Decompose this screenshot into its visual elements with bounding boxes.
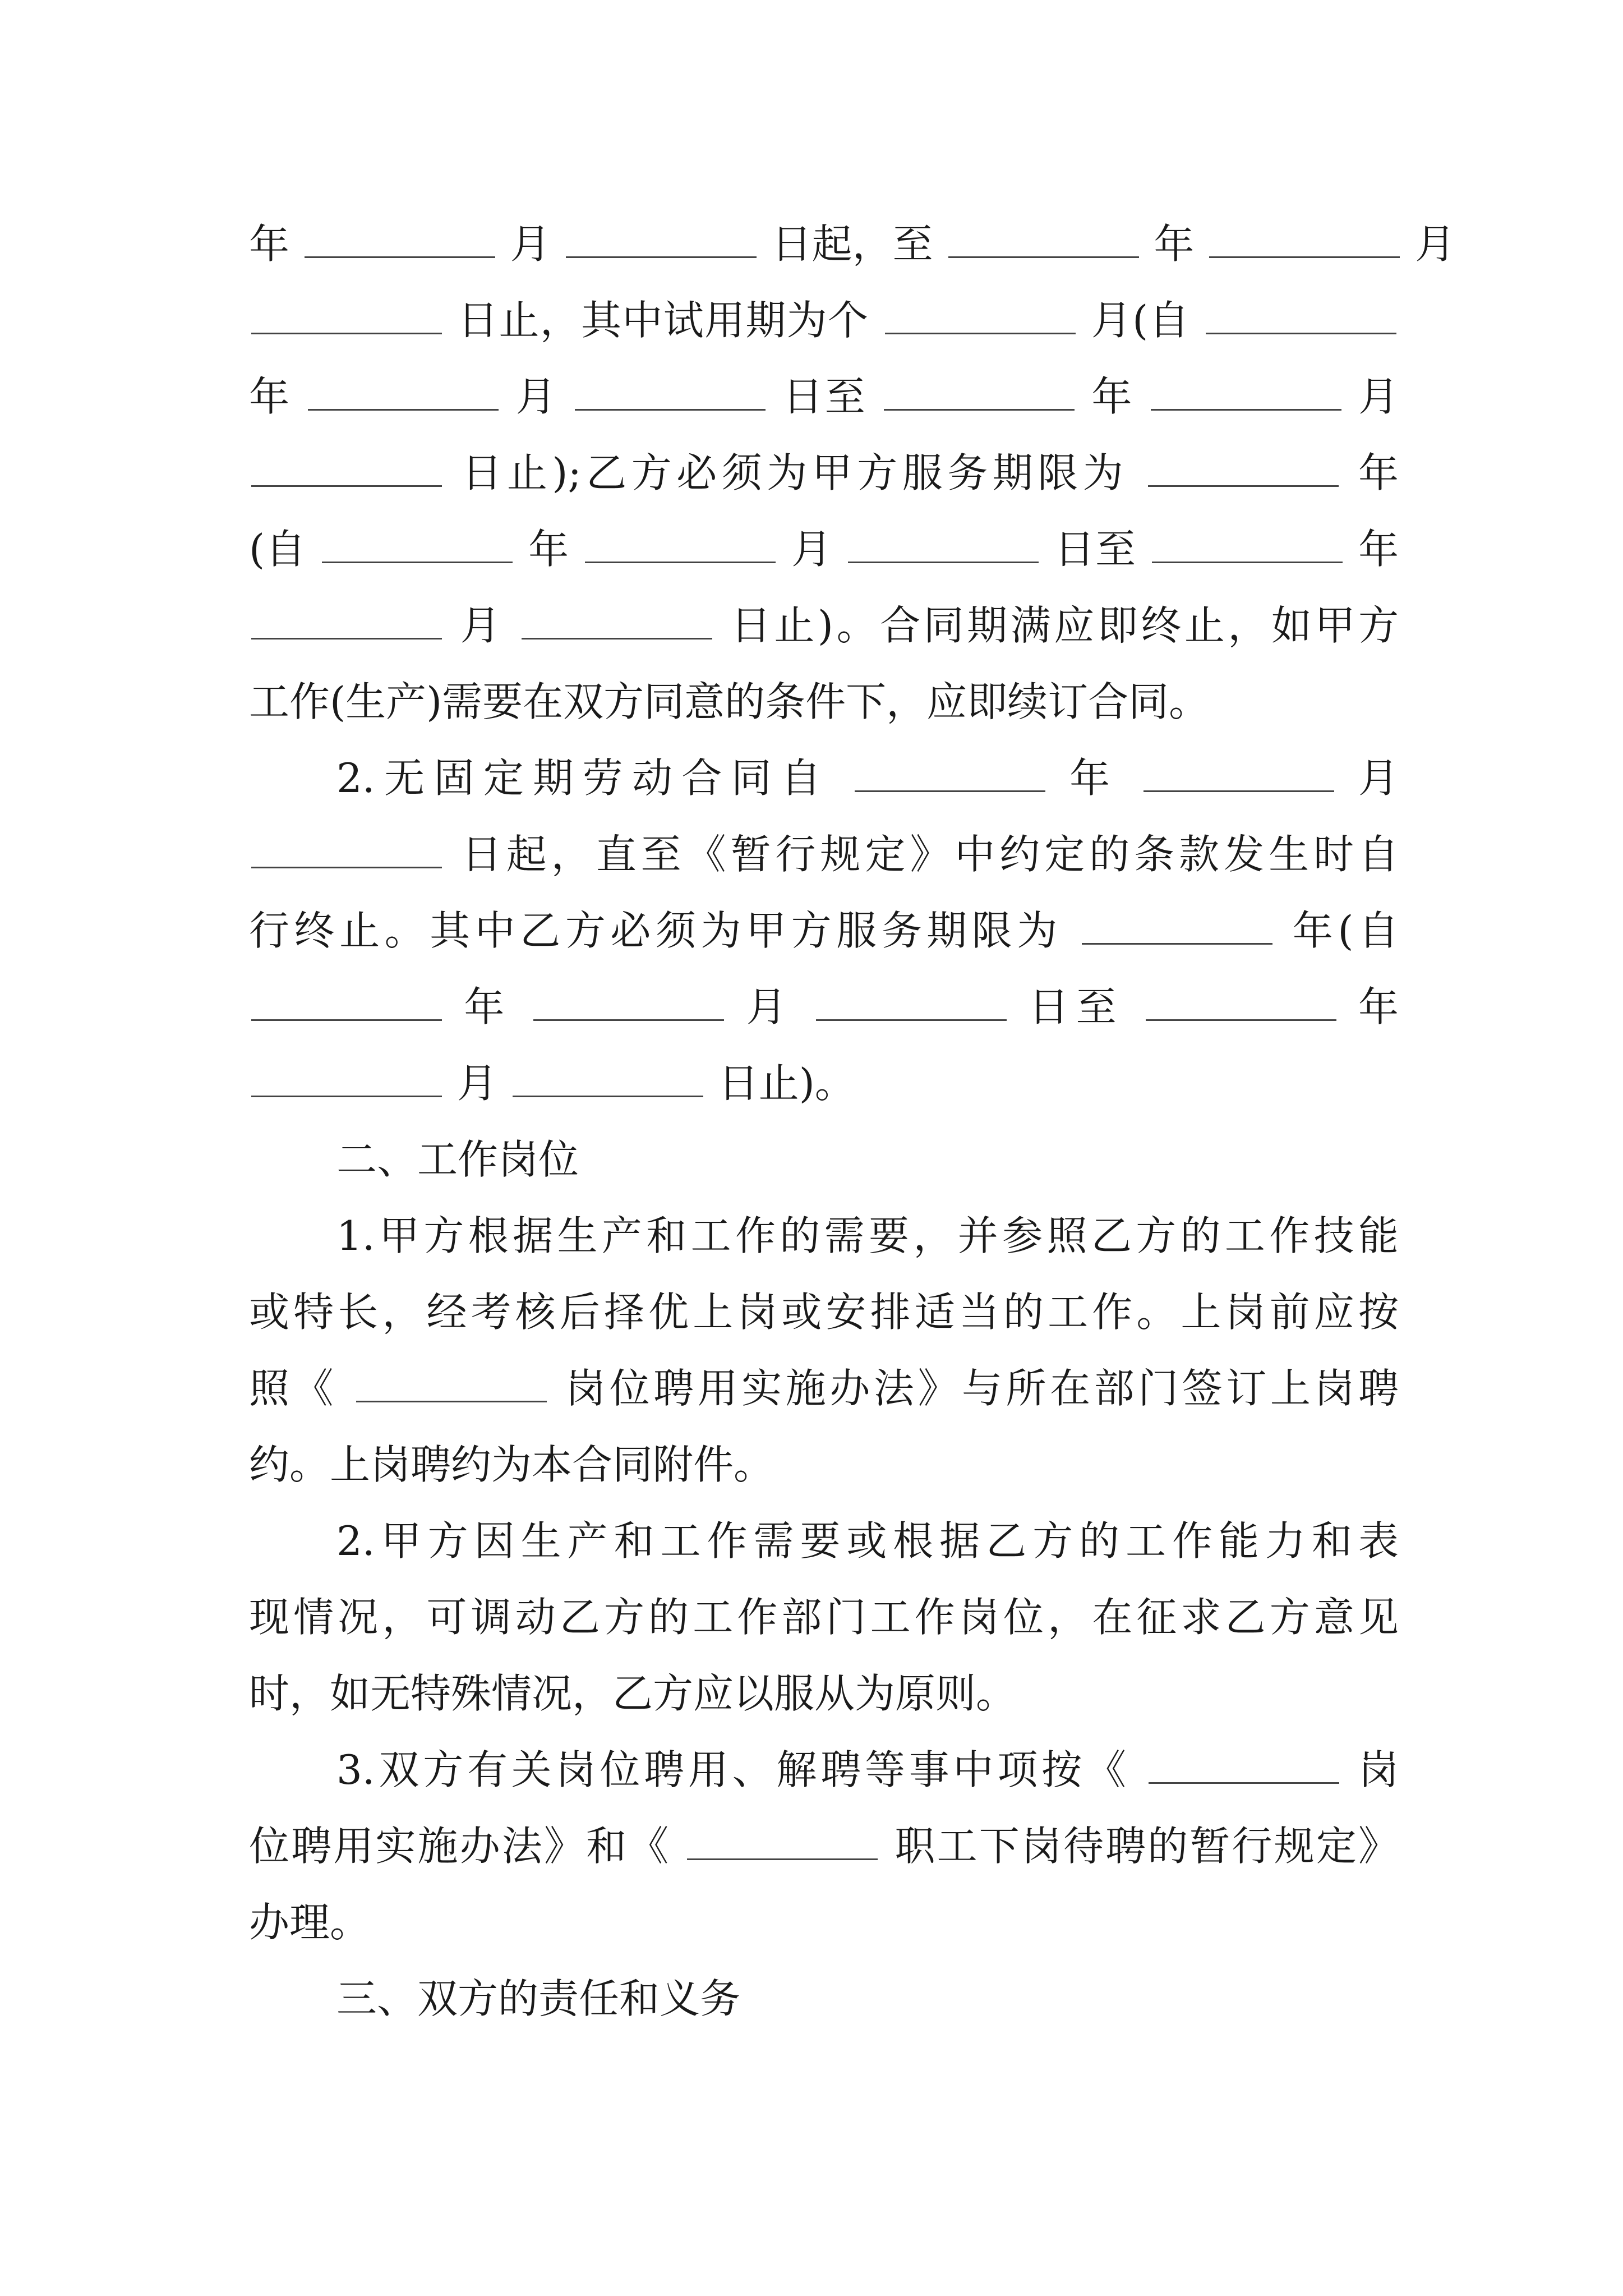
text-run: 职工下岗待聘的暂行规定》 <box>895 1823 1399 1870</box>
fill-in-blank[interactable] <box>305 219 495 258</box>
text-run: 日止，其中试用期为个 <box>458 297 869 344</box>
open-term-line <box>249 970 1399 1043</box>
work-clause-3-line <box>249 1886 1399 1959</box>
fill-in-blank[interactable] <box>522 601 712 639</box>
open-term-line <box>336 742 1399 815</box>
contract-term-line <box>249 360 1399 433</box>
fill-in-blank[interactable] <box>251 982 442 1021</box>
work-clause-1-line <box>336 1199 1399 1272</box>
work-clause-3-line <box>249 1810 1399 1883</box>
text-run: 年 <box>249 373 292 420</box>
text-run: 年 <box>1358 983 1399 1030</box>
text-run: 岗位聘用实施办法》与所在部门签订上岗聘 <box>565 1365 1399 1412</box>
fill-in-blank[interactable] <box>1082 906 1272 945</box>
text-run: 位聘用实施办法》和《 <box>249 1823 671 1870</box>
section-heading-duties: 三、双方的责任和义务 <box>336 1975 741 2022</box>
text-run: 年 <box>1358 449 1399 496</box>
work-clause-1-line <box>249 1352 1399 1425</box>
fill-in-blank[interactable] <box>1144 753 1334 792</box>
text-run: 月 <box>1358 754 1399 802</box>
fill-in-blank[interactable] <box>1206 296 1396 334</box>
work-clause-2-line <box>249 1657 1399 1730</box>
contract-term-line <box>249 665 1399 738</box>
text-run: 3.双方有关岗位聘用、解聘等事中项按《 <box>336 1746 1130 1793</box>
work-clause-2-line <box>336 1504 1399 1577</box>
fill-in-blank[interactable] <box>1209 219 1400 258</box>
text-run: 年 <box>1358 526 1399 573</box>
fill-in-blank[interactable] <box>251 601 442 639</box>
fill-in-blank[interactable] <box>308 372 499 411</box>
text-run: 岗 <box>1358 1746 1399 1793</box>
contract-term-line <box>249 284 1399 357</box>
fill-in-blank[interactable] <box>566 219 757 258</box>
text-run: 或特长，经考核后择优上岗或安排适当的工作。上岗前应按 <box>249 1289 1399 1336</box>
text-run: 年(自 <box>1292 907 1399 954</box>
text-run: 照《 <box>249 1365 338 1412</box>
text-run: 日至 <box>1054 526 1137 573</box>
open-term-line <box>249 894 1399 967</box>
text-run: 时，如无特殊情况，乙方应以服从为原则。 <box>249 1670 1017 1717</box>
text-run: 月(自 <box>1091 297 1190 344</box>
contract-term-line <box>249 513 1399 586</box>
text-run: 年 <box>1091 373 1134 420</box>
fill-in-blank[interactable] <box>1148 448 1339 487</box>
text-run: 约。上岗聘约为本合同附件。 <box>249 1441 774 1488</box>
text-run: 年 <box>1154 220 1195 268</box>
fill-in-blank[interactable] <box>322 524 513 563</box>
text-run: 办理。 <box>249 1899 371 1946</box>
text-run: 行终止。其中乙方必须为甲方服务期限为 <box>249 907 1062 954</box>
fill-in-blank[interactable] <box>585 524 776 563</box>
text-run: (自 <box>249 526 307 573</box>
text-run: 月 <box>515 373 558 420</box>
fill-in-blank[interactable] <box>687 1821 878 1860</box>
work-clause-1-line <box>249 1276 1399 1349</box>
fill-in-blank[interactable] <box>1146 982 1336 1021</box>
text-run: 年 <box>528 526 570 573</box>
text-run: 月 <box>746 983 794 1030</box>
section-heading-work: 二、工作岗位 <box>336 1136 579 1183</box>
text-run: 月 <box>457 1060 497 1107</box>
text-run: 日止)。 <box>718 1060 855 1107</box>
fill-in-blank[interactable] <box>885 296 1076 334</box>
fill-in-blank[interactable] <box>855 753 1045 792</box>
text-run: 年 <box>464 983 511 1030</box>
fill-in-blank[interactable] <box>251 296 442 334</box>
fill-in-blank[interactable] <box>356 1364 547 1402</box>
work-clause-1-line <box>249 1428 1399 1501</box>
work-clause-2-line <box>249 1581 1399 1654</box>
fill-in-blank[interactable] <box>251 448 442 487</box>
fill-in-blank[interactable] <box>1151 372 1341 411</box>
text-run: 现情况，可调动乙方的工作部门工作岗位，在征求乙方意见 <box>249 1594 1399 1641</box>
fill-in-blank[interactable] <box>848 524 1039 563</box>
contract-term-line <box>249 589 1399 662</box>
text-run: 日止);乙方必须为甲方服务期限为 <box>462 449 1128 496</box>
text-run: 日起，直至《暂行规定》中约定的条款发生时自 <box>461 831 1399 878</box>
fill-in-blank[interactable] <box>251 1059 442 1097</box>
work-clause-3-line <box>336 1733 1399 1806</box>
contract-term-line <box>249 436 1399 509</box>
fill-in-blank[interactable] <box>1149 1745 1339 1784</box>
fill-in-blank[interactable] <box>948 219 1139 258</box>
fill-in-blank[interactable] <box>884 372 1075 411</box>
text-run: 日至 <box>1029 983 1124 1030</box>
fill-in-blank[interactable] <box>575 372 766 411</box>
text-run: 年 <box>1069 754 1119 802</box>
fill-in-blank[interactable] <box>816 982 1007 1021</box>
fill-in-blank[interactable] <box>251 830 442 868</box>
open-term-line <box>249 818 1399 891</box>
fill-in-blank[interactable] <box>1152 524 1343 563</box>
text-run: 2.甲方因生产和工作需要或根据乙方的工作能力和表 <box>336 1517 1399 1565</box>
text-run: 2.无固定期劳动合同自 <box>336 754 831 802</box>
text-run: 月 <box>460 602 504 649</box>
text-run: 月 <box>510 220 551 268</box>
contract-term-line <box>249 208 1456 280</box>
text-run: 日止)。合同期满应即终止，如甲方 <box>730 602 1399 649</box>
fill-in-blank[interactable] <box>513 1059 703 1097</box>
text-run: 1.甲方根据生产和工作的需要，并参照乙方的工作技能 <box>336 1212 1399 1259</box>
text-run: 月 <box>1358 373 1399 420</box>
text-run: 工作(生产)需要在双方同意的条件下，应即续订合同。 <box>249 678 1210 725</box>
fill-in-blank[interactable] <box>533 982 724 1021</box>
text-run: 月 <box>1415 220 1456 268</box>
text-run: 月 <box>791 526 833 573</box>
text-run: 日起，至 <box>771 220 933 268</box>
text-run: 年 <box>249 220 290 268</box>
text-run: 日至 <box>782 373 867 420</box>
open-term-line <box>249 1047 1399 1120</box>
